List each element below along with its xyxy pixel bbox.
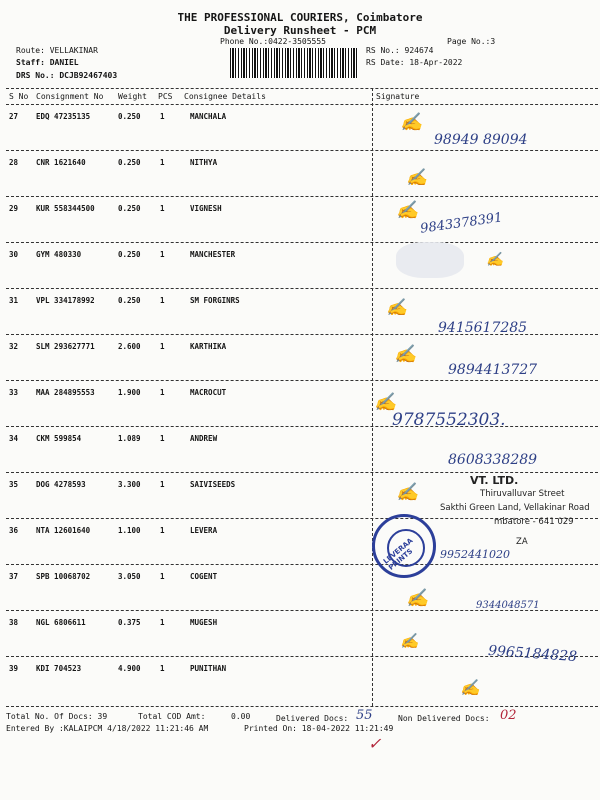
row-divider xyxy=(6,380,598,381)
col-consignment: Consignment No xyxy=(36,92,104,101)
phone-handwritten-33: 9787552303. xyxy=(392,410,506,430)
row-consignment-no: SLM 293627771 xyxy=(36,342,95,351)
stamp-seal-text: LEVERAA PRINTS xyxy=(381,536,415,572)
row-consignment-no: MAA 284895553 xyxy=(36,388,95,397)
row-consignee: MACROCUT xyxy=(190,388,227,397)
row-sno: 36 xyxy=(9,526,19,535)
entered-by: Entered By :KALAIPCM 4/18/2022 11:21:46 AM xyxy=(6,724,209,733)
row-weight: 1.900 xyxy=(118,388,141,397)
col-sno: S No xyxy=(9,92,29,101)
phone-handwritten-29: 9843378391 xyxy=(419,210,504,237)
row-pcs: 1 xyxy=(160,204,165,213)
row-weight: 0.250 xyxy=(118,250,141,259)
row-sno: 38 xyxy=(9,618,19,627)
row-pcs: 1 xyxy=(160,572,165,581)
row-weight: 0.375 xyxy=(118,618,141,627)
signature-manchala: ✍ xyxy=(400,112,423,133)
delivered-docs-label: Delivered Docs: xyxy=(276,714,349,723)
row-pcs: 1 xyxy=(160,112,165,121)
phone-handwritten-37: 9344048571 xyxy=(476,600,540,611)
row-consignee: VIGNESH xyxy=(190,204,222,213)
row-consignment-no: SPB 10068702 xyxy=(36,572,91,581)
row-consignee: MUGESH xyxy=(190,618,218,627)
row-pcs: 1 xyxy=(160,296,165,305)
row-pcs: 1 xyxy=(160,342,165,351)
rule-top xyxy=(6,88,598,89)
drs-number: DRS No.: DCJB92467403 xyxy=(16,71,118,80)
row-consignee: SM FORGINRS xyxy=(190,296,240,305)
signature-punithan: ✍ xyxy=(460,678,480,697)
row-sno: 37 xyxy=(9,572,19,581)
route: Route: VELLAKINAR xyxy=(16,46,98,55)
signature-karthika: ✍ xyxy=(394,344,417,365)
row-pcs: 1 xyxy=(160,480,165,489)
barcode xyxy=(230,48,358,78)
row-divider xyxy=(6,564,598,565)
row-weight: 3.050 xyxy=(118,572,141,581)
signature-saiviseeds: ✍ xyxy=(396,482,419,503)
phone-handwritten-31: 9415617285 xyxy=(438,320,528,336)
row-consignee: LEVERA xyxy=(190,526,218,535)
row-consignment-no: CKM 599854 xyxy=(36,434,82,443)
row-sno: 39 xyxy=(9,664,19,673)
row-sno: 32 xyxy=(9,342,19,351)
row-weight: 0.250 xyxy=(118,204,141,213)
delivered-docs-handwritten: 55 xyxy=(356,708,373,723)
stamp-street: Thiruvalluvar Street xyxy=(480,489,565,499)
signature-cogent: ✍ xyxy=(406,588,429,609)
document-subtitle: Delivery Runsheet - PCM xyxy=(223,24,377,37)
row-weight: 2.600 xyxy=(118,342,141,351)
row-consignee: COGENT xyxy=(190,572,218,581)
row-consignment-no: EDQ 47235135 xyxy=(36,112,91,121)
page-number: Page No.:3 xyxy=(447,37,496,46)
printed-on: Printed On: 18-04-2022 11:21:49 xyxy=(244,724,394,733)
row-sno: 29 xyxy=(9,204,19,213)
row-weight: 0.250 xyxy=(118,158,141,167)
total-cod-value: 0.00 xyxy=(231,712,251,721)
row-weight: 4.900 xyxy=(118,664,141,673)
row-divider xyxy=(6,288,598,289)
stamp-city: mbatore - 641 029 xyxy=(494,517,574,527)
row-pcs: 1 xyxy=(160,664,165,673)
rs-date: RS Date: 18-Apr-2022 xyxy=(366,58,463,67)
col-weight: Weight xyxy=(118,92,147,101)
document-title: THE PROFESSIONAL COURIERS, Coimbatore xyxy=(177,11,423,24)
col-consignee: Consignee Details xyxy=(184,92,266,101)
row-divider xyxy=(6,426,598,427)
row-sno: 34 xyxy=(9,434,19,443)
phone-number: Phone No.:0422-3505555 xyxy=(220,37,326,46)
total-docs: Total No. Of Docs: 39 xyxy=(6,712,108,721)
row-consignee: KARTHIKA xyxy=(190,342,227,351)
row-consignment-no: KUR 558344500 xyxy=(36,204,95,213)
signature-macrocut: ✍ xyxy=(374,392,397,413)
signature-vignesh: ✍ xyxy=(396,200,419,221)
row-consignment-no: GYM 480330 xyxy=(36,250,82,259)
row-consignment-no: CNR 1621640 xyxy=(36,158,86,167)
staff: Staff: DANIEL xyxy=(16,58,79,67)
row-consignee: MANCHALA xyxy=(190,112,227,121)
signature-nithya: ✍ xyxy=(406,168,428,188)
row-consignment-no: KDI 704523 xyxy=(36,664,82,673)
row-weight: 1.100 xyxy=(118,526,141,535)
row-sno: 28 xyxy=(9,158,19,167)
row-consignee: SAIVISEEDS xyxy=(190,480,236,489)
row-sno: 31 xyxy=(9,296,19,305)
row-pcs: 1 xyxy=(160,434,165,443)
stamp-company-name: VT. LTD. xyxy=(470,474,519,487)
tick-mark: ✓ xyxy=(368,734,382,753)
phone-handwritten-27: 98949 89094 xyxy=(434,132,528,148)
stamp-plaza: ZA xyxy=(516,537,528,547)
levera-round-stamp xyxy=(372,514,436,578)
signature-mugesh: ✍ xyxy=(400,632,419,650)
row-weight: 0.250 xyxy=(118,112,141,121)
row-sno: 33 xyxy=(9,388,19,397)
rubber-seal-impression xyxy=(396,242,464,278)
row-divider xyxy=(6,472,598,473)
signature-column-divider xyxy=(372,88,373,706)
row-divider xyxy=(6,150,598,151)
row-consignment-no: DOG 4278593 xyxy=(36,480,86,489)
signature-sm-forginrs: ✍ xyxy=(386,298,408,318)
nondelivered-docs-handwritten: 02 xyxy=(500,708,517,723)
row-pcs: 1 xyxy=(160,250,165,259)
row-divider xyxy=(6,242,598,243)
row-sno: 30 xyxy=(9,250,19,259)
phone-handwritten-32: 9894413727 xyxy=(448,362,538,378)
row-pcs: 1 xyxy=(160,526,165,535)
row-consignment-no: NTA 12601640 xyxy=(36,526,91,535)
row-sno: 27 xyxy=(9,112,19,121)
row-weight: 1.089 xyxy=(118,434,141,443)
row-pcs: 1 xyxy=(160,618,165,627)
phone-handwritten-34: 8608338289 xyxy=(448,452,538,468)
col-pcs: PCS xyxy=(158,92,173,101)
row-divider xyxy=(6,196,598,197)
rule-header xyxy=(6,104,598,105)
rule-bottom xyxy=(6,706,598,707)
row-pcs: 1 xyxy=(160,388,165,397)
row-consignee: ANDREW xyxy=(190,434,218,443)
col-signature: Signature xyxy=(376,92,420,101)
total-cod-label: Total COD Amt: xyxy=(138,712,206,721)
nondelivered-docs-label: Non Delivered Docs: xyxy=(398,714,490,723)
row-consignee: MANCHESTER xyxy=(190,250,236,259)
rs-number: RS No.: 924674 xyxy=(366,46,434,55)
row-consignee: NITHYA xyxy=(190,158,218,167)
row-weight: 3.300 xyxy=(118,480,141,489)
row-consignment-no: NGL 6806611 xyxy=(36,618,86,627)
row-weight: 0.250 xyxy=(118,296,141,305)
row-consignee: PUNITHAN xyxy=(190,664,227,673)
row-sno: 35 xyxy=(9,480,19,489)
signature-manchester: ✍ xyxy=(486,252,504,268)
stamp-area: Sakthi Green Land, Vellakinar Road xyxy=(440,503,590,513)
phone-handwritten-38: 9965184828 xyxy=(487,642,578,666)
phone-handwritten-36: 9952441020 xyxy=(440,548,510,561)
row-consignment-no: VPL 334178992 xyxy=(36,296,95,305)
row-pcs: 1 xyxy=(160,158,165,167)
